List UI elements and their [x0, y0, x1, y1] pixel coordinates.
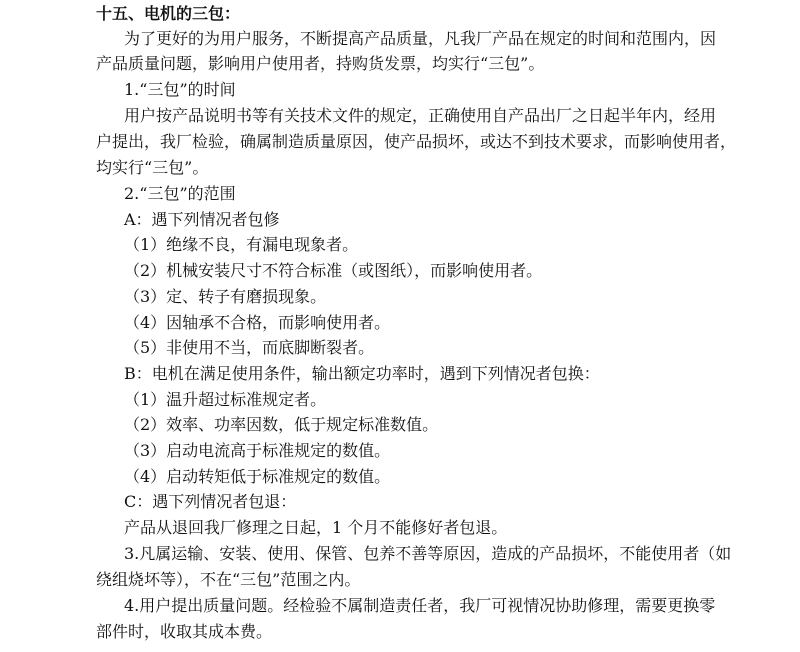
- time-line-2: 户提出，我厂检验，确属制造质量原因，使产品损坏，或达不到技术要求，而影响使用者，: [96, 132, 737, 151]
- clause-3-line-1: 3.凡属运输、安装、使用、保管、包养不善等原因，造成的产品损坏，不能使用者（如: [124, 544, 732, 563]
- repair-item-2: （2）机械安装尺寸不符合标准（或图纸），而影响使用者。: [124, 261, 543, 280]
- exchange-item-4: （4）启动转矩低于标准规定的数值。: [124, 467, 391, 486]
- repair-item-5: （5）非使用不当，而底脚断裂者。: [124, 338, 375, 357]
- section-title: 十五、电机的三包：: [96, 4, 241, 23]
- scope-heading: 2.“三包”的范围: [124, 184, 236, 203]
- time-line-3: 均实行“三包”。: [96, 158, 209, 177]
- repair-heading: A：遇下列情况者包修: [124, 210, 280, 229]
- clause-3-line-2: 绕组烧坏等），不在“三包”范围之内。: [96, 570, 361, 589]
- time-line-1: 用户按产品说明书等有关技术文件的规定，正确使用自产品出厂之日起半年内，经用: [124, 106, 717, 125]
- exchange-item-1: （1）温升超过标准规定者。: [124, 390, 327, 409]
- intro-line-2: 产品质量问题，影响用户使用者，持购货发票，均实行“三包”。: [96, 54, 545, 73]
- exchange-item-3: （3）启动电流高于标准规定的数值。: [124, 441, 391, 460]
- exchange-heading: B：电机在满足使用条件，输出额定功率时，遇到下列情况者包换：: [124, 364, 600, 383]
- time-heading: 1.“三包”的时间: [124, 80, 236, 99]
- return-line-1: 产品从退回我厂修理之日起，1 个月不能修好者包退。: [124, 518, 508, 537]
- repair-item-3: （3）定、转子有磨损现象。: [124, 287, 327, 306]
- repair-item-4: （4）因轴承不合格，而影响使用者。: [124, 313, 391, 332]
- clause-4-line-2: 部件时，收取其成本费。: [96, 622, 273, 641]
- return-heading: C：遇下列情况者包退：: [124, 492, 297, 511]
- clause-4-line-1: 4.用户提出质量问题。经检验不属制造责任者，我厂可视情况协助修理，需要更换零: [124, 596, 716, 615]
- exchange-item-2: （2）效率、功率因数，低于规定标准数值。: [124, 415, 439, 434]
- intro-line-1: 为了更好的为用户服务，不断提高产品质量，凡我厂产品在规定的时间和范围内，因: [124, 29, 717, 48]
- repair-item-1: （1）绝缘不良，有漏电现象者。: [124, 235, 359, 254]
